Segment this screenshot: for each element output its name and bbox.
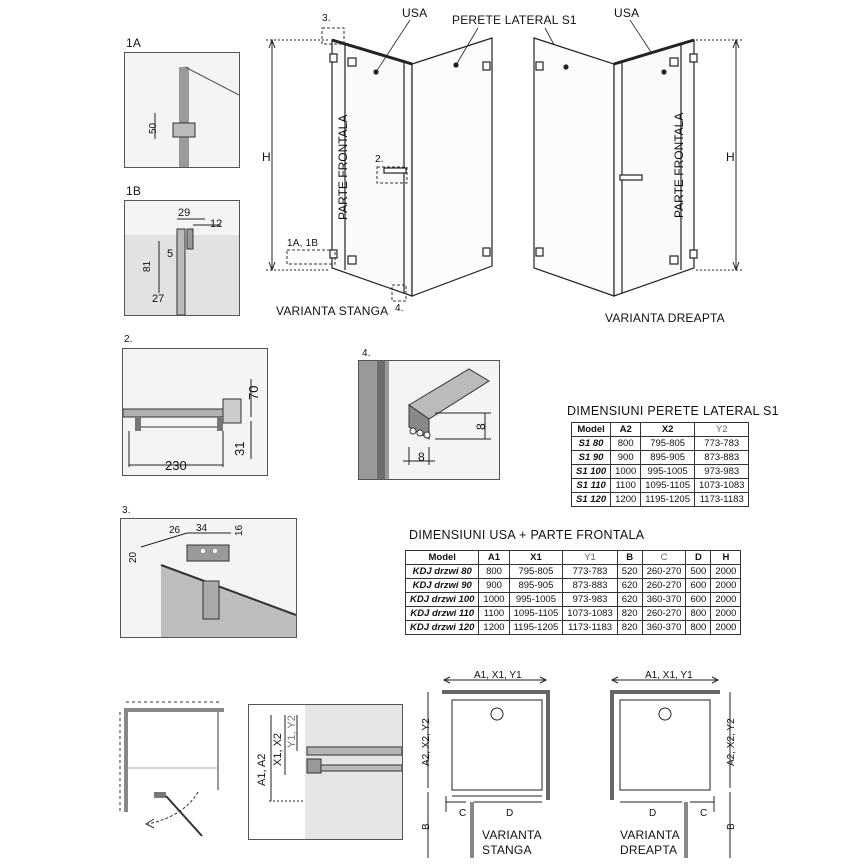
table-row <box>406 593 741 607</box>
cell: 800 <box>479 565 509 579</box>
plan-stanga-stanga: STANGA <box>482 843 532 857</box>
plan-dreapta-dreapta: DREAPTA <box>620 843 678 857</box>
detail-4-label: 4. <box>362 348 371 359</box>
detail-4-drawing <box>359 361 499 479</box>
detail-3-dim-20: 20 <box>128 551 139 563</box>
cell: 2000 <box>711 607 741 621</box>
cell: 1073-1083 <box>563 607 617 621</box>
label-usa-right: USA <box>614 6 640 20</box>
cell: 873-883 <box>563 579 617 593</box>
cell: 773-783 <box>695 437 749 451</box>
cell: 1195-1205 <box>509 621 563 635</box>
callout-1a1b: 1A, 1B <box>287 238 319 249</box>
detail-3-label: 3. <box>122 505 131 516</box>
detail-2-dim-31: 31 <box>232 441 247 456</box>
cell: 260-270 <box>642 565 686 579</box>
cell: 2000 <box>711 621 741 635</box>
detail-3-dim-34: 34 <box>196 523 208 534</box>
table-row <box>406 621 741 635</box>
plan-stanga-c: C <box>459 808 467 819</box>
callout-4: 4. <box>395 303 404 314</box>
detail-1b-dim-29: 29 <box>178 207 191 219</box>
detail-1b-dim-81: 81 <box>142 260 153 272</box>
cell: 795-805 <box>509 565 563 579</box>
table-row <box>406 607 741 621</box>
detail-4-frame <box>358 360 500 480</box>
plan-stanga-b: B <box>421 823 432 830</box>
detail-3-frame <box>120 518 297 638</box>
table-kdj-title: DIMENSIUNI USA + PARTE FRONTALA <box>409 528 645 542</box>
cell: 795-805 <box>641 437 695 451</box>
detail-3-dim-16: 16 <box>234 524 245 536</box>
detail-4-dim-8-vertical: 8 <box>474 423 488 430</box>
cell: 773-783 <box>563 565 617 579</box>
plan-dreapta-d: D <box>649 808 657 819</box>
table-s1 <box>571 422 749 507</box>
label-usa-left: USA <box>402 6 428 20</box>
cell: 1095-1105 <box>641 479 695 493</box>
plan-dreapta-c: C <box>700 808 708 819</box>
detail-1b-dim-5: 5 <box>167 248 174 260</box>
cell: 895-905 <box>641 451 695 465</box>
cell: S1 110 <box>572 479 611 493</box>
cell: KDJ drzwi 100 <box>406 593 479 607</box>
cell: 620 <box>617 579 642 593</box>
dim-y1y2: Y1, Y2 <box>286 715 298 748</box>
table-s1-header: X2 <box>641 423 695 437</box>
h-dimension-left <box>266 40 330 270</box>
plan-stanga-d: D <box>506 808 514 819</box>
cell: 1073-1083 <box>695 479 749 493</box>
detail-3-dim-26: 26 <box>169 525 181 536</box>
cell: 800 <box>611 437 641 451</box>
table-s1-header: A2 <box>611 423 641 437</box>
cell: 973-983 <box>563 593 617 607</box>
cell: S1 80 <box>572 437 611 451</box>
cell: 1173-1183 <box>695 493 749 507</box>
cell: 1095-1105 <box>509 607 563 621</box>
profile-section-drawing <box>249 705 402 839</box>
cell: KDJ drzwi 120 <box>406 621 479 635</box>
cell: S1 100 <box>572 465 611 479</box>
detail-3-drawing <box>121 519 296 637</box>
cell: 360-370 <box>642 621 686 635</box>
cell: 900 <box>479 579 509 593</box>
detail-4-dim-8-horizontal: 8 <box>418 450 425 464</box>
cell: 520 <box>617 565 642 579</box>
cell: 260-270 <box>642 579 686 593</box>
profile-section-frame <box>248 704 403 840</box>
detail-2-drawing <box>123 349 267 475</box>
callout-3: 3. <box>322 13 331 24</box>
cell: 260-270 <box>642 607 686 621</box>
table-s1-header: Y2 <box>695 423 749 437</box>
door-swing-detail <box>118 700 228 850</box>
varianta-stanga-top: VARIANTA STANGA <box>276 304 389 318</box>
cell: KDJ drzwi 90 <box>406 579 479 593</box>
cell: 2000 <box>711 579 741 593</box>
cell: 1000 <box>479 593 509 607</box>
cell: 900 <box>611 451 641 465</box>
table-s1-title: DIMENSIUNI PERETE LATERAL S1 <box>567 404 779 418</box>
cell: S1 90 <box>572 451 611 465</box>
cell: 1173-1183 <box>563 621 617 635</box>
cell: 1100 <box>611 479 641 493</box>
cell: 995-1005 <box>641 465 695 479</box>
table-kdj-header: X1 <box>509 551 563 565</box>
cell: 360-370 <box>642 593 686 607</box>
table-row <box>572 493 749 507</box>
table-kdj-header: D <box>686 551 711 565</box>
cell: 2000 <box>711 593 741 607</box>
enclosure-left <box>330 38 492 296</box>
detail-2-dim-70: 70 <box>246 385 261 400</box>
dim-x1x2: X1, X2 <box>272 732 284 766</box>
cell: 1200 <box>611 493 641 507</box>
h-label-right: H <box>726 150 735 164</box>
plan-stanga-a1x1y1: A1, X1, Y1 <box>474 670 522 681</box>
plan-dreapta-a2x2y2: A2, X2, Y2 <box>726 718 737 766</box>
callout-2: 2. <box>375 154 384 165</box>
detail-2-label: 2. <box>124 334 133 345</box>
table-row <box>572 479 749 493</box>
plan-dreapta-a1x1y1: A1, X1, Y1 <box>645 670 693 681</box>
plan-dreapta-b: B <box>726 823 737 830</box>
cell: 620 <box>617 593 642 607</box>
cell: 995-1005 <box>509 593 563 607</box>
table-kdj-header: H <box>711 551 741 565</box>
cell: 895-905 <box>509 579 563 593</box>
table-kdj <box>405 550 741 635</box>
table-kdj-header: B <box>617 551 642 565</box>
table-kdj-header: Model <box>406 551 479 565</box>
detail-1a-label: 1A <box>126 36 142 50</box>
plan-stanga-a2x2y2: A2, X2, Y2 <box>421 718 432 766</box>
cell: 873-883 <box>695 451 749 465</box>
plan-stanga-varianta: VARIANTA <box>482 828 542 842</box>
detail-2-frame <box>122 348 268 476</box>
cell: 1195-1205 <box>641 493 695 507</box>
table-row <box>406 579 741 593</box>
label-perete-lateral: PERETE LATERAL S1 <box>452 13 577 27</box>
parte-frontala-left: PARTE FRONTALA <box>336 114 350 220</box>
table-kdj-header: C <box>642 551 686 565</box>
detail-1b-label: 1B <box>126 184 142 198</box>
table-row <box>572 451 749 465</box>
dim-a1a2: A1, A2 <box>256 753 268 786</box>
detail-1a-drawing <box>125 53 239 167</box>
cell: 820 <box>617 607 642 621</box>
cell: 500 <box>686 565 711 579</box>
cell: 973-983 <box>695 465 749 479</box>
table-kdj-header: A1 <box>479 551 509 565</box>
h-dimension-right <box>696 40 742 270</box>
table-row <box>572 437 749 451</box>
cell: 800 <box>686 621 711 635</box>
detail-1b-dim-12: 12 <box>210 218 223 230</box>
cell: KDJ drzwi 80 <box>406 565 479 579</box>
cell: 1100 <box>479 607 509 621</box>
h-label-left: H <box>262 150 271 164</box>
table-row <box>572 465 749 479</box>
cell: 800 <box>686 607 711 621</box>
cell: 820 <box>617 621 642 635</box>
cell: S1 120 <box>572 493 611 507</box>
detail-2-dim-230: 230 <box>165 458 187 473</box>
detail-1b-dim-27: 27 <box>152 293 165 305</box>
table-row <box>406 565 741 579</box>
detail-1a-frame <box>124 52 240 168</box>
cell: 600 <box>686 579 711 593</box>
table-s1-header: Model <box>572 423 611 437</box>
cell: 2000 <box>711 565 741 579</box>
plan-dreapta-varianta: VARIANTA <box>620 828 680 842</box>
detail-1a-dim-50: 50 <box>148 122 159 134</box>
cell: 1200 <box>479 621 509 635</box>
varianta-dreapta-top: VARIANTA DREAPTA <box>605 311 725 325</box>
cell: KDJ drzwi 110 <box>406 607 479 621</box>
parte-frontala-right: PARTE FRONTALA <box>672 112 686 218</box>
cell: 600 <box>686 593 711 607</box>
table-kdj-header: Y1 <box>563 551 617 565</box>
cell: 1000 <box>611 465 641 479</box>
